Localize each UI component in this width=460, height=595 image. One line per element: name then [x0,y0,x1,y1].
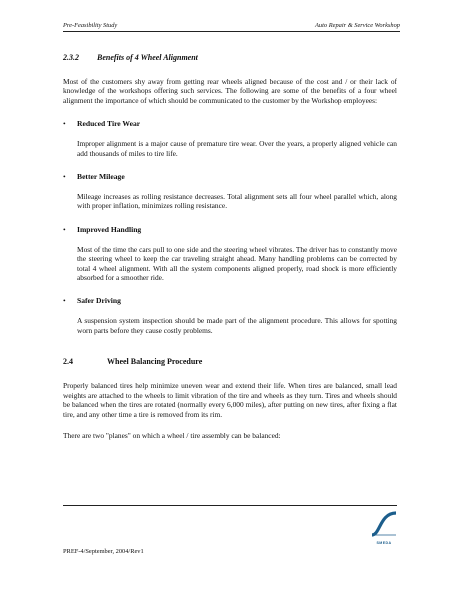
intro-paragraph: Most of the customers shy away from getting rear wheels aligned because of the cost and / or their lack of knowledge of the workshops offering such services. The following are some of the benefits of a four wheel alignment the importance of which should be communicated to the customer by the Workshop employees: [63,77,397,105]
bullet-dot-icon: • [63,224,66,234]
balancing-paragraph: Properly balanced tires help minimize uneven wear and extend their life. When tires are balanced, small lead weights are attached to the wheels to limit vibration of the tire and wheels as they turn. Tires and wheels should be balanced when the tires are rotated (normally every 6,000 miles), after putting on new tires, after fixing a flat tire, and any other time a tire is removed from its rim. [63,381,397,419]
bullet-improved-handling [63,225,397,234]
header-right-title: Auto Repair & Service Workshop [315,22,400,29]
section-title: Wheel Balancing Procedure [107,357,203,367]
bullet-reduced-tire-wear [63,119,397,128]
planes-paragraph: There are two "planes" on which a wheel / tire assembly can be balanced: [63,430,281,440]
page-footer: PREF-4/September, 2004/Rev1 [63,548,144,555]
section-number: 2.3.2 [63,53,79,62]
bullet-dot-icon: • [63,119,66,129]
page-body [63,53,397,440]
bullet-heading: Improved Handling [77,224,142,234]
section-number: 2.4 [63,357,73,367]
footer-rule [63,505,397,506]
header-left-title: Pre-Feasibility Study [63,22,118,29]
page-header [63,22,400,32]
section-heading-2-4 [63,357,397,366]
section-heading-2-3-2 [63,53,397,62]
bullet-heading: Reduced Tire Wear [77,119,141,129]
logo-text: SMEDA [376,541,392,545]
bullet-better-mileage [63,172,397,181]
bullet-text: A suspension system inspection should be made part of the alignment procedure. This allows for spotting worn parts before they cause costly problems. [77,316,397,335]
bullet-heading: Safer Driving [77,296,121,306]
bullet-text: Most of the time the cars pull to one side and the steering wheel vibrates. The driver has to constantly move the steering wheel to keep the car traveling straight ahead. Many handling problems can be corrected by total 4 wheel alignment. With all the system components aligned properly, road shock is more efficiently absorbed for a smoother ride. [77,244,397,283]
bullet-text: Mileage increases as rolling resistance decreases. Total alignment sets all four wheel parallel which, along with proper inflation, minimizes rolling resistance. [77,192,397,211]
bullet-dot-icon: • [63,172,66,182]
bullet-dot-icon: • [63,296,66,306]
bullet-heading: Better Mileage [77,172,125,182]
bullet-text: Improper alignment is a major cause of premature tire wear. Over the years, a properly aligned vehicle can add thousands of miles to tire life. [77,139,397,158]
section-title: Benefits of 4 Wheel Alignment [97,53,198,62]
bullet-safer-driving [63,296,397,305]
